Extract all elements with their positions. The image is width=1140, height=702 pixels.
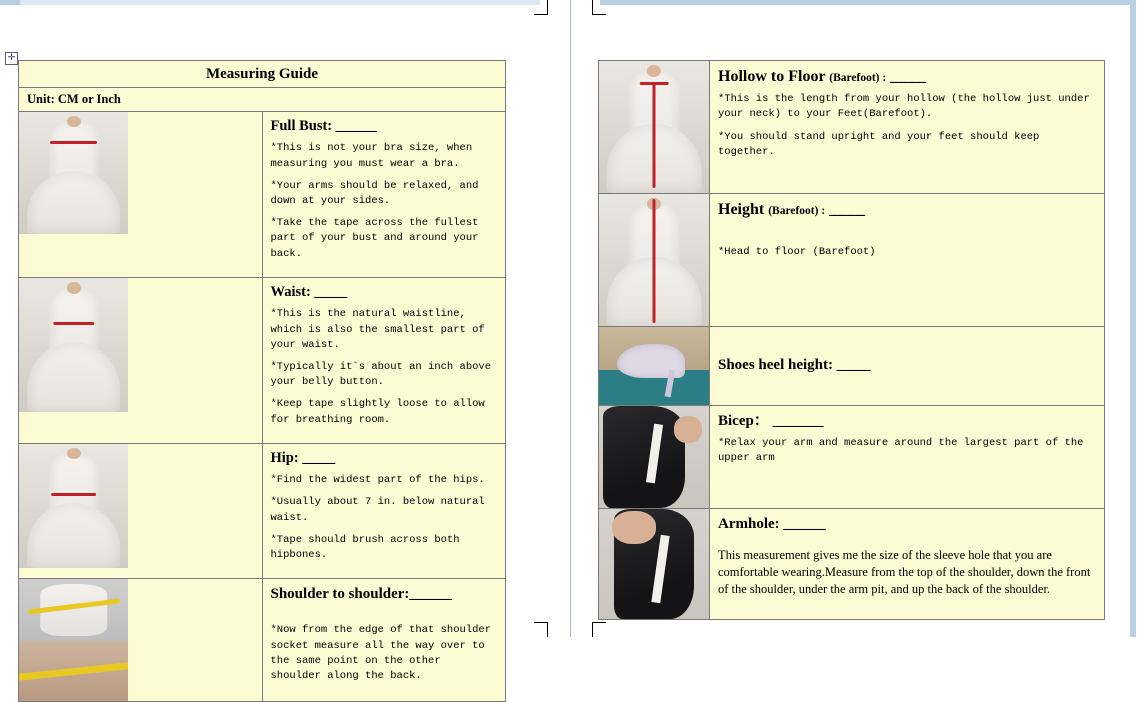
height-section: [710, 194, 1105, 327]
section-line: *Keep tape slightly loose to allow for breathing room.: [270, 398, 485, 426]
section-heading-text: Height: [718, 201, 765, 218]
crop-mark-left-top-v: [547, 0, 548, 14]
section-line: *This is the length from your hollow (the hollow just under your neck) to your Feet(Barefoot).: [718, 93, 1090, 121]
unit-label: Unit: CM or Inch: [19, 88, 506, 112]
section-heading: [718, 67, 1096, 86]
measuring-tape-icon: [653, 199, 656, 323]
table-row: [599, 327, 1105, 406]
dress-skirt-shape: [27, 342, 121, 412]
section-line: *You should stand upright and your feet should keep together.: [718, 130, 1040, 158]
bride-dress-waist-measure-image: [19, 278, 128, 412]
waist-measure-photo: [19, 641, 128, 701]
section-blank: ____: [890, 68, 927, 85]
section-heading: [271, 585, 498, 603]
hand-shape: [612, 511, 656, 544]
table-row-title: [19, 61, 506, 88]
section-heading: [271, 284, 498, 301]
section-line: *Find the widest part of the hips.: [270, 474, 485, 487]
section-heading-text: Full Bust:: [270, 118, 333, 134]
table-row: [599, 406, 1105, 509]
section-line: *This is not your bra size, when measuring you must wear a bra.: [270, 142, 473, 170]
bicep-measure-arm-image: [599, 406, 709, 508]
table-row: [599, 509, 1105, 620]
section-blank: ____: [302, 449, 336, 466]
armhole-image-cell: [599, 509, 710, 620]
table-row: [599, 61, 1105, 194]
measuring-tape-icon: [653, 82, 656, 188]
high-heel-shoe-image: [599, 327, 709, 405]
bride-dress-height-image: [599, 194, 709, 326]
section-heading-text: Hollow to Floor: [718, 68, 826, 85]
section-line: *This is the natural waistline, which is also the smallest part of your waist.: [270, 308, 485, 351]
crop-mark-left-bottom-h: [534, 622, 548, 623]
measuring-tape-icon: [51, 493, 97, 496]
page-gutter-divider: [570, 0, 571, 637]
section-line: *Head to floor (Barefoot): [718, 246, 876, 259]
section-blank: _____: [783, 516, 826, 532]
section-heading: [718, 356, 1096, 374]
hollow-to-floor-section: [710, 61, 1105, 194]
bride-dress-hip-image-cell: [19, 443, 263, 578]
measuring-tape-icon: [640, 82, 669, 85]
page-right-edge-inner: [1136, 0, 1140, 637]
page-top-band-inner: [20, 0, 540, 5]
model-head-shape: [66, 116, 80, 127]
yellow-measuring-tape-icon: [19, 662, 128, 681]
section-heading: [718, 515, 1096, 533]
crop-mark-left-top-h: [534, 14, 548, 15]
section-blank: ____: [836, 357, 871, 373]
section-line: *Tape should brush across both hipbones.: [270, 533, 460, 562]
section-line: *Usually about 7 in. below natural waist.: [270, 496, 485, 524]
bride-dress-bust-measure-image: [19, 112, 128, 234]
section-blank: ____: [829, 201, 866, 218]
section-blank: ______: [772, 413, 824, 429]
hollow-to-floor-image-cell: [599, 61, 710, 194]
section-heading-text: Hip:: [270, 449, 299, 466]
section-heading-text: Armhole:: [718, 516, 780, 532]
crop-mark-left-bottom-v: [547, 623, 548, 637]
section-line: *Relax your arm and measure around the largest part of the upper arm: [718, 437, 1084, 465]
table-row: [19, 112, 506, 278]
section-heading: [271, 450, 498, 467]
section-line: *Typically it`s about an inch above your belly button.: [270, 360, 492, 389]
page-right-edge: [1130, 0, 1140, 637]
crop-mark-right-top-v: [592, 0, 593, 14]
measuring-tape-icon: [53, 322, 94, 325]
section-heading-text: Waist:: [270, 283, 311, 300]
measuring-guide-table-right: [598, 60, 1105, 620]
bicep-image-cell: [599, 406, 710, 509]
section-subnote: (Barefoot) :: [829, 72, 887, 84]
armhole-section: [710, 509, 1105, 620]
bride-dress-hollow-to-floor-image: [599, 61, 709, 193]
shoe-image-cell: [599, 327, 710, 406]
full-bust-section: [262, 112, 506, 278]
measuring-tape-icon: [50, 141, 98, 144]
waist-section: [262, 277, 506, 443]
dress-form-shoulder-image-cell: [19, 579, 263, 702]
table-row-unit: [19, 88, 506, 112]
section-heading-text: Bicep：: [718, 413, 769, 429]
section-blank: _____: [409, 586, 452, 603]
shoulder-to-shoulder-section: [262, 579, 506, 702]
table-row: [19, 579, 506, 702]
armhole-measure-image: [599, 509, 709, 619]
section-heading-text: Shoes heel height:: [718, 357, 834, 373]
bride-dress-waist-image-cell: [19, 277, 263, 443]
hip-section: [262, 443, 506, 578]
section-blank: _____: [335, 118, 378, 134]
dress-form-shoulder-measure-image: [19, 579, 128, 641]
crop-mark-right-bottom-v: [592, 623, 593, 637]
section-line: This measurement gives me the size of the sleeve hole that you are comfortable wearing.Measure from the top of the shoulder, down the front of the shoulder, under the arm pit, and up the back of the shoulder.: [718, 548, 1091, 596]
dress-skirt-shape: [27, 171, 121, 234]
dress-skirt-shape: [27, 503, 121, 567]
shoes-heel-height-section: [710, 327, 1105, 406]
section-line: *Now from the edge of that shoulder socket measure all the way over to the same point on the other shoulder along the back.: [270, 624, 492, 682]
height-image-cell: [599, 194, 710, 327]
crop-mark-right-top-h: [592, 14, 606, 15]
table-row: [19, 443, 506, 578]
section-blank: ____: [314, 283, 348, 300]
model-head-shape: [647, 65, 661, 77]
table-move-handle[interactable]: ✛: [5, 52, 18, 65]
bicep-section: [710, 406, 1105, 509]
section-heading: [718, 200, 1096, 219]
arm-sleeve-shape: [603, 406, 684, 508]
section-line: *Your arms should be relaxed, and down at your sides.: [270, 179, 479, 208]
measuring-guide-table-left: [18, 60, 506, 702]
section-subnote: (Barefoot) :: [768, 205, 826, 217]
section-line: *Take the tape across the fullest part of your bust and around your back.: [270, 217, 479, 260]
hand-shape: [674, 416, 703, 443]
bride-dress-bust-image-cell: [19, 112, 263, 278]
crop-mark-right-bottom-h: [592, 622, 606, 623]
page-title: Measuring Guide: [19, 61, 506, 88]
section-heading: [271, 118, 498, 135]
section-heading: [718, 412, 1096, 430]
table-row: [19, 277, 506, 443]
section-heading-text: Shoulder to shoulder:: [270, 586, 410, 603]
bride-dress-hip-measure-image: [19, 444, 128, 568]
table-row: [599, 194, 1105, 327]
